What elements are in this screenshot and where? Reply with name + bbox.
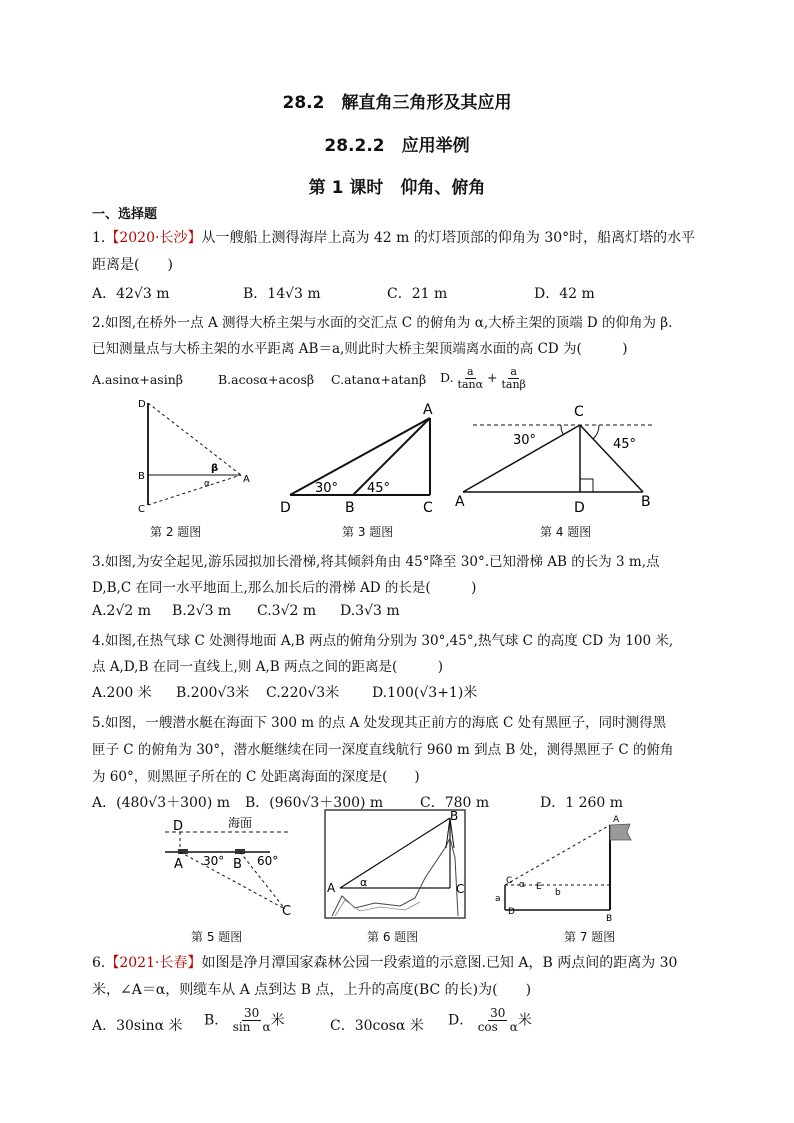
fig6-label-b: B: [450, 809, 459, 823]
q1-line2: 距离是( ): [92, 257, 173, 273]
q5-option-a: A．(480√3＋300) m: [92, 795, 231, 811]
fig3-label-30: 30°: [315, 481, 339, 496]
q5-option-b: B．(960√3＋300) m: [245, 795, 384, 811]
fig6-label-c: C: [456, 882, 465, 896]
section-title: 28.2 解直角三角形及其应用: [282, 93, 512, 113]
q4-line2: 点 A,D,B 在同一直线上,则 A,B 两点之间的距离是( ): [92, 659, 444, 675]
q2-frac1-num: a: [467, 365, 474, 378]
fig5-label-60: 60°: [257, 854, 279, 868]
q6-option-d: [448, 1007, 532, 1034]
fig4-label-c: C: [574, 404, 584, 420]
figure-5: [160, 812, 295, 922]
fig7-label-b: B: [606, 914, 613, 922]
fig2-label-d: D: [138, 399, 146, 410]
q2-frac1-den: tanα: [457, 378, 484, 392]
q4-option-a: A.200 米: [92, 685, 152, 701]
q1-option-c: C．21 m: [387, 286, 448, 302]
q6-option-b-den: sin α: [232, 1020, 271, 1035]
q3-option-d: D.3√3 m: [340, 603, 400, 619]
q6-option-d-prefix: D．: [448, 1012, 474, 1029]
q1-line1: [92, 227, 695, 247]
fig3-label-a: A: [423, 402, 433, 418]
q2-frac2-num: a: [510, 365, 517, 378]
q2-line2: 已知测量点与大桥主架的水平距离 AB＝a,则此时大桥主架顶端离水面的高 CD 为( ): [92, 341, 628, 357]
fig7-label-c: C: [506, 876, 513, 886]
q2-option-d: D. $\frac{a}{\tan\alpha}$ + $\frac{a}{\tan\beta}$: [440, 365, 526, 392]
q2-frac2-den: tanβ: [501, 378, 526, 392]
fig2-label-b: B: [138, 471, 145, 482]
q6-option-b-num: 30: [244, 1006, 260, 1020]
fig3-label-d: D: [280, 500, 291, 515]
q4-option-b: B.200√3米: [176, 685, 250, 701]
fig3-caption: 第 3 题图: [342, 525, 394, 539]
q1-option-d: D．42 m: [534, 286, 595, 302]
q1-option-b: B．14√3 m: [243, 286, 321, 302]
q6-stem: 如图是净月潭国家森林公园一段索道的示意图.已知 A，B 两点间的距离为 30: [201, 955, 678, 971]
q6-option-b-suffix: 米: [270, 1012, 285, 1029]
fig2-label-c: C: [138, 504, 145, 515]
q3-option-a: A.2√2 m: [92, 603, 152, 619]
q5-line2: 匣子 C 的俯角为 30°，潜水艇继续在同一深度直线航行 960 m 到点 B 处，测得黑匣子 C 的俯角: [92, 742, 674, 758]
q5-option-c: C．780 m: [420, 795, 490, 811]
q3-line1: 3.如图,为安全起见,游乐园拟加长滑梯,将其倾斜角由 45°降至 30°.已知滑梯 AB 的长为 3 m,点: [92, 554, 660, 570]
fig7-flag-icon: [610, 824, 631, 840]
fig7-label-side-b: b: [555, 888, 561, 898]
q3-option-b: B.2√3 m: [172, 603, 232, 619]
fig6-label-a: A: [327, 881, 336, 895]
q4-option-c: C.220√3米: [266, 685, 340, 701]
q6-source: 【2021·长春】: [105, 955, 202, 971]
fig5-sub-b-icon: [235, 849, 245, 854]
q1-option-a: A．42√3 m: [92, 286, 170, 302]
q6-option-b-frac: [233, 1007, 271, 1034]
q5-line1: 5.如图，一艘潜水艇在海面下 300 m 的点 A 处发现其正前方的海底 C 处有黑匣子，同时测得黑: [92, 715, 667, 731]
q6-line1: [92, 952, 677, 972]
fig5-label-b: B: [233, 857, 242, 872]
figure-3: [275, 400, 450, 515]
q6-option-b-prefix: B．: [204, 1012, 229, 1029]
q6-option-b: [204, 1007, 285, 1034]
fig4-label-b: B: [641, 494, 651, 510]
lesson-title: 第 1 课时 仰角、俯角: [308, 178, 486, 198]
fig5-label-sea: 海面: [228, 816, 253, 830]
q6-number: 6.: [92, 955, 106, 971]
q6-option-d-frac: [478, 1007, 518, 1034]
q3-option-c: C.3√2 m: [257, 603, 317, 619]
figure-2: [128, 395, 258, 520]
q1-stem: 从一艘船上测得海岸上高为 42 m 的灯塔顶部的仰角为 30°时，船离灯塔的水平: [201, 230, 696, 246]
fig4-caption: 第 4 题图: [540, 525, 592, 539]
fig5-label-a: A: [174, 857, 183, 872]
fig7-label-d: D: [508, 907, 515, 917]
fig4-label-45: 45°: [613, 437, 637, 452]
fig7-label-a: A: [613, 815, 620, 825]
figure-6: [320, 808, 475, 923]
fig4-label-a: A: [455, 494, 465, 510]
fig7-label-side-a: a: [495, 894, 501, 904]
fig3-label-c: C: [423, 500, 433, 515]
fig5-label-d: D: [173, 819, 184, 834]
q4-option-d: D.100(√3+1)米: [372, 685, 478, 701]
q5-line3: 为 60°，则黑匣子所在的 C 处距离海面的深度是( ): [92, 769, 420, 785]
q3-line2: D,B,C 在同一水平地面上,那么加长后的滑梯 AD 的长是( ): [92, 580, 477, 596]
fig7-label-e: E: [536, 882, 542, 892]
q4-line1: 4.如图,在热气球 C 处测得地面 A,B 两点的俯角分别为 30°,45°,热气球 C 的高度 CD 为 100 米,: [92, 633, 674, 649]
q6-line2: 米，∠A＝α，则缆车从 A 点到达 B 点，上升的高度(BC 的长)为( ): [92, 982, 532, 998]
q6-option-c: C．30cosα 米: [330, 1018, 424, 1034]
q6-option-a: A．30sinα 米: [92, 1018, 183, 1034]
figure-4: [453, 400, 673, 515]
q2-option-c: C.atanα+atanβ: [331, 372, 427, 387]
q6-option-d-num: 30: [490, 1006, 506, 1020]
q2-option-d-prefix: D.: [440, 370, 454, 386]
q6-option-d-suffix: 米: [517, 1012, 532, 1029]
fig5-label-30: 30°: [203, 854, 225, 868]
fig6-caption: 第 6 题图: [367, 930, 419, 944]
figure-7: [490, 810, 640, 922]
q2-line1: 2.如图,在桥外一点 A 测得大桥主架与水面的交汇点 C 的俯角为 α,大桥主架的顶端 D 的仰角为 β.: [92, 315, 673, 331]
fig4-label-d: D: [574, 500, 585, 515]
q1-source: 【2020·长沙】: [105, 230, 202, 246]
fig7-caption: 第 7 题图: [564, 930, 616, 944]
fig6-label-alpha: α: [360, 876, 368, 889]
fig5-sub-a-icon: [178, 849, 188, 854]
fig2-caption: 第 2 题图: [150, 525, 202, 539]
fig7-label-alpha: α: [519, 880, 525, 890]
part-heading: 一、选择题: [92, 207, 158, 222]
fig2-label-alpha: α: [204, 479, 210, 489]
q2-frac2: [501, 366, 525, 391]
fig2-label-a: A: [243, 474, 250, 485]
fig3-label-b: B: [345, 500, 355, 515]
q2-frac1: [458, 366, 484, 391]
q5-option-d: D．1 260 m: [540, 795, 624, 811]
fig4-label-30: 30°: [513, 433, 537, 448]
fig5-caption: 第 5 题图: [191, 930, 243, 944]
fig3-label-45: 45°: [367, 481, 391, 496]
fig5-label-c: C: [282, 904, 292, 919]
subsection-title: 28.2.2 应用举例: [324, 136, 470, 156]
q1-number: 1.: [92, 230, 106, 246]
q2-option-b: B.acosα+acosβ: [218, 372, 315, 387]
fig2-label-beta: β: [211, 463, 219, 474]
q6-option-d-den: cos α: [477, 1020, 518, 1035]
q2-option-a: A.asinα+asinβ: [92, 372, 183, 387]
